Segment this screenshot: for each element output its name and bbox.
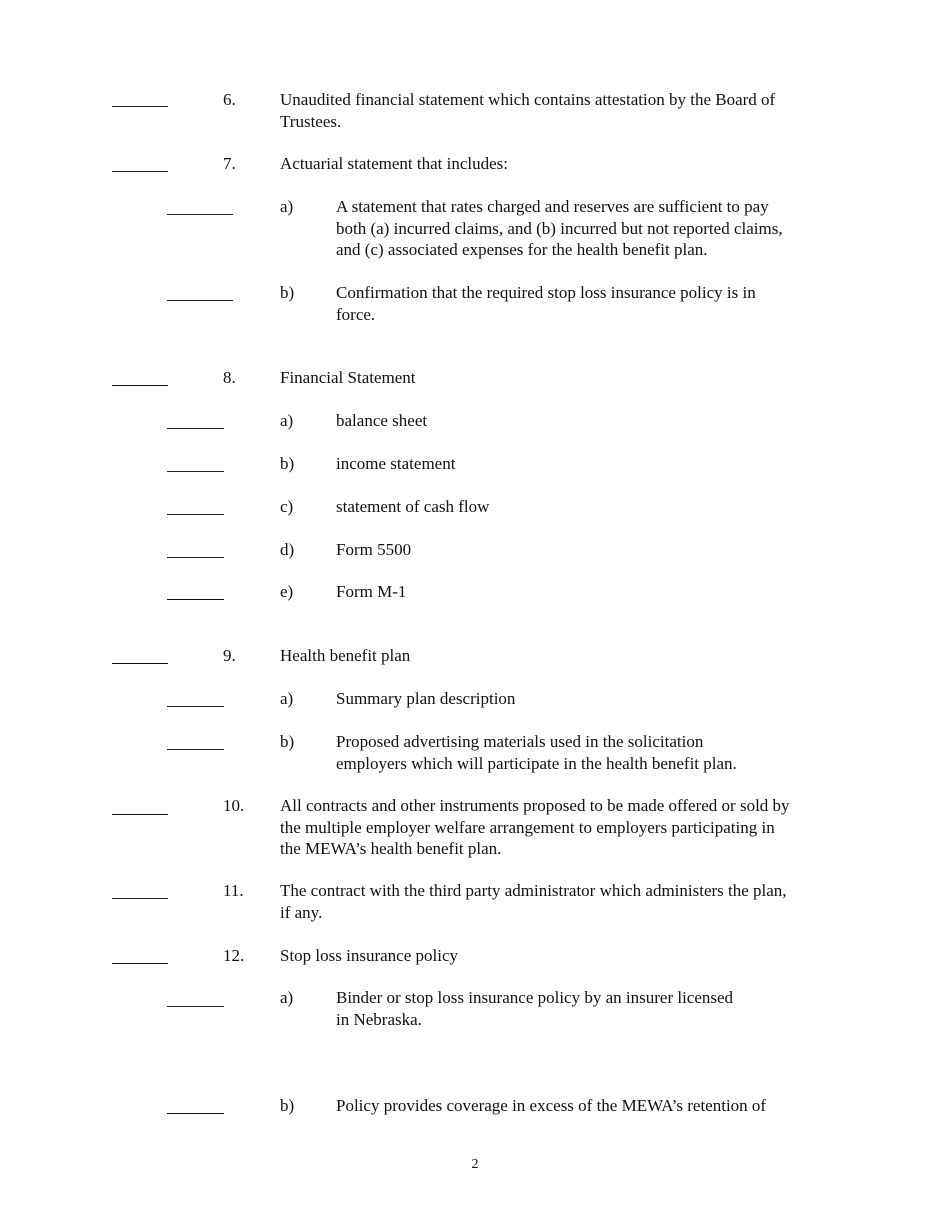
page-number: 2 (471, 1157, 479, 1172)
checklist-blank[interactable] (167, 514, 224, 515)
subitem-text: Policy provides coverage in excess of the MEWA’s retention of (336, 1096, 767, 1115)
subitem-text: Form M-1 (336, 582, 407, 601)
subitem-letter: d) (280, 540, 295, 559)
item-text: The contract with the third party administrator which administers the plan, if any. (280, 881, 787, 922)
subitem-text: statement of cash flow (336, 497, 490, 516)
checklist-blank[interactable] (112, 663, 168, 664)
checklist-blank[interactable] (167, 557, 224, 558)
checklist-blank[interactable] (112, 106, 168, 107)
subitem-text: Proposed advertising materials used in the solicitation employers which will participate in the health benefit plan. (336, 732, 737, 773)
checklist-blank[interactable] (167, 300, 233, 301)
subitem-text: Binder or stop loss insurance policy by an insurer licensed in Nebraska. (336, 988, 734, 1029)
subitem-text: income statement (336, 454, 456, 473)
subitem-letter: a) (280, 197, 294, 216)
subitem-text: balance sheet (336, 411, 428, 430)
checklist-blank[interactable] (167, 749, 224, 750)
checklist-blank[interactable] (167, 471, 224, 472)
item-text: All contracts and other instruments proposed to be made offered or sold by the multiple employer welfare arrangement to employers participating in the MEWA’s health benefit plan. (280, 796, 790, 858)
item-number: 11. (223, 881, 244, 900)
checklist-blank[interactable] (167, 599, 224, 600)
item-number: 9. (223, 646, 236, 665)
checklist-blank[interactable] (112, 898, 168, 899)
checklist-blank[interactable] (167, 1113, 224, 1114)
checklist-blank[interactable] (167, 214, 233, 215)
subitem-letter: e) (280, 582, 294, 601)
subitem-text: Summary plan description (336, 689, 516, 708)
subitem-text: A statement that rates charged and reserves are sufficient to pay both (a) incurred claims, and (b) incurred but not reported claims, and (c) associated expenses for the health benefit plan. (336, 197, 783, 259)
subitem-text: Form 5500 (336, 540, 412, 559)
subitem-letter: b) (280, 732, 295, 751)
item-number: 7. (223, 154, 236, 173)
subitem-letter: a) (280, 411, 294, 430)
item-text: Health benefit plan (280, 646, 411, 665)
subitem-letter: b) (280, 454, 295, 473)
item-number: 10. (223, 796, 245, 815)
subitem-letter: c) (280, 497, 294, 516)
item-text: Stop loss insurance policy (280, 946, 459, 965)
subitem-letter: b) (280, 1096, 295, 1115)
item-text: Unaudited financial statement which contains attestation by the Board of Trustees. (280, 90, 776, 131)
item-text: Financial Statement (280, 368, 416, 387)
item-number: 12. (223, 946, 245, 965)
checklist-blank[interactable] (167, 1006, 224, 1007)
subitem-letter: b) (280, 283, 295, 302)
item-number: 6. (223, 90, 236, 109)
checklist-blank[interactable] (112, 963, 168, 964)
checklist-blank[interactable] (112, 814, 168, 815)
checklist-blank[interactable] (112, 171, 168, 172)
checklist-blank[interactable] (167, 706, 224, 707)
subitem-letter: a) (280, 689, 294, 708)
checklist-blank[interactable] (167, 428, 224, 429)
checklist-blank[interactable] (112, 385, 168, 386)
subitem-letter: a) (280, 988, 294, 1007)
item-number: 8. (223, 368, 236, 387)
item-text: Actuarial statement that includes: (280, 154, 509, 173)
subitem-text: Confirmation that the required stop loss insurance policy is in force. (336, 283, 756, 324)
